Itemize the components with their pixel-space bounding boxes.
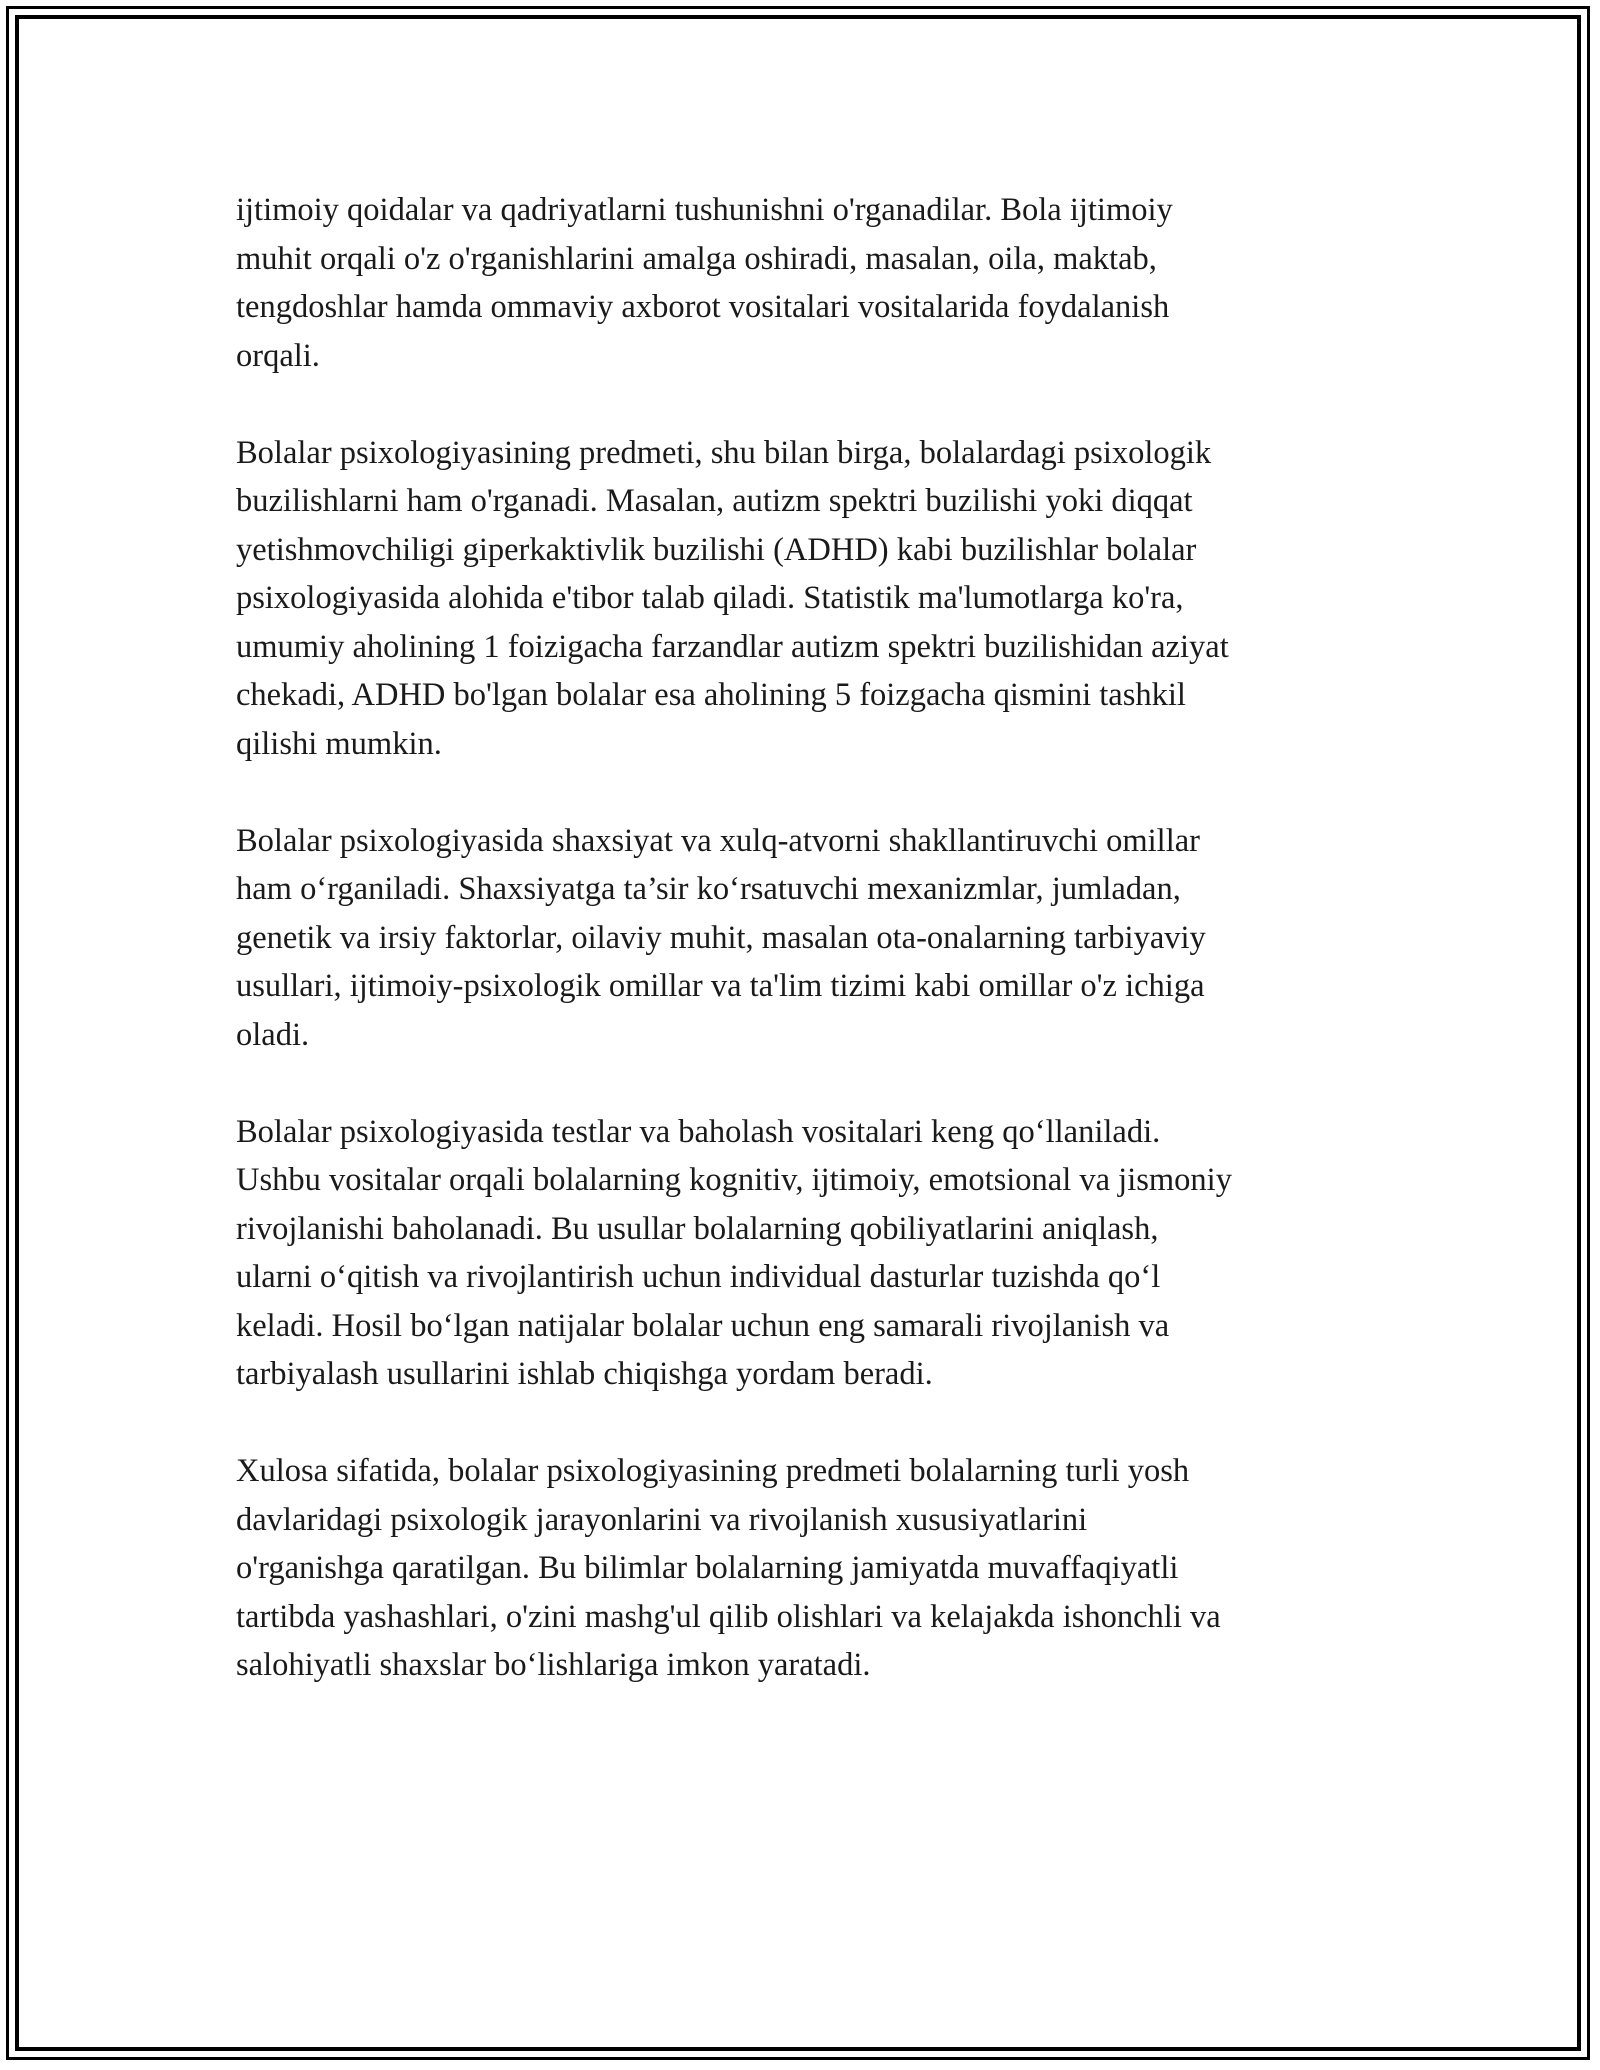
paragraph-tests-assessment: Bolalar psixologiyasida testlar va baholash vositalari keng qo‘llaniladi. Ushbu vositalar orqali bolalarning kognitiv, ijtimoiy, emotsional va jismoniy rivojlanishi baholanadi. Bu usullar bolalarning qobiliyatlarini aniqlash, ularni o‘qitish va rivojlantirish uchun individual dasturlar tuzishda qo‘l keladi. Hosil bo‘lgan natijalar bolalar uchun eng samarali rivojlanish va tarbiyalash usullarini ishlab chiqishga yordam beradi.: [236, 1113, 1232, 1392]
document-body: [236, 186, 1376, 1738]
paragraph-conclusion: Xulosa sifatida, bolalar psixologiyasining predmeti bolalarning turli yosh davlaridagi psixologik jarayonlarini va rivojlanish xususiyatlarini o'rganishga qaratilgan. Bu bilimlar bolalarning jamiyatda muvaffaqiyatli tartibda yashashlari, o'zini mashg'ul qilib olishlari va kelajakda ishonchli va salohiyatli shaxslar bo‘lishlariga imkon yaratadi.: [236, 1453, 1221, 1683]
paragraph-personality-factors: Bolalar psixologiyasida shaxsiyat va xulq-atvorni shakllantiruvchi omillar ham o‘rganiladi. Shaxsiyatga ta’sir ko‘rsatuvchi mexanizmlar, jumladan, genetik va irsiy faktorlar, oilaviy muhit, masalan ota-onalarning tarbiyaviy usullari, ijtimoiy-psixologik omillar va ta'lim tizimi kabi omillar o'z ichiga oladi.: [236, 822, 1206, 1053]
paragraph-psychological-disorders: Bolalar psixologiyasining predmeti, shu bilan birga, bolalardagi psixologik buzilishlarni ham o'rganadi. Masalan, autizm spektri buzilishi yoki diqqat yetishmovchiligi giperkaktivlik buzilishi (ADHD) kabi buzilishlar bolalar psixologiyasida alohida e'tibor talab qiladi. Statistik ma'lumotlarga ko'ra, umumiy aholining 1 foizigacha farzandlar autizm spektri buzilishidan aziyat chekadi, ADHD bo'lgan bolalar esa aholining 5 foizgacha qismini tashkil qilishi mumkin.: [236, 434, 1229, 762]
paragraph-social-rules: ijtimoiy qoidalar va qadriyatlarni tushunishni o'rganadilar. Bola ijtimoiy muhit orqali o'z o'rganishlarini amalga oshiradi, masalan, oila, maktab, tengdoshlar hamda ommaviy axborot vositalari vositalarida foydalanish orqali.: [236, 192, 1173, 374]
